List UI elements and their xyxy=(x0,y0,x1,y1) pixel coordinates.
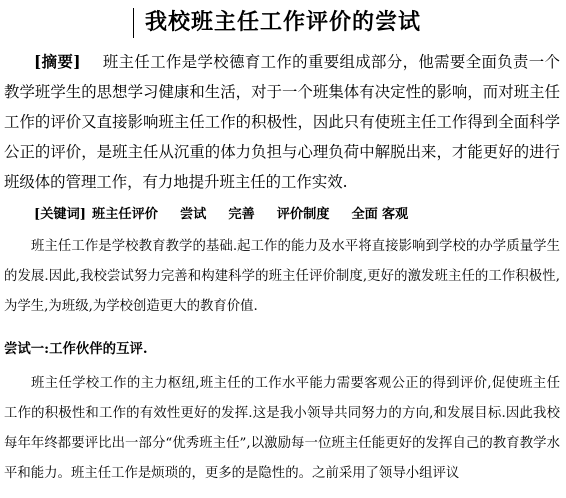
keyword: 全面 xyxy=(351,207,378,222)
body-paragraph-1: 班主任工作是学校教育教学的基础.起工作的能力及水平将直接影响到学校的办学质量学生的发展.因此,我校尝试努力完善和构建科学的班主任评价制度,更好的激发班主任的工作积极性,为学生,为班级,为学校创造更大的教育价值. xyxy=(4,239,560,314)
section-heading: 尝试一:工作伙伴的互评. xyxy=(4,341,148,357)
keyword: 班主任评价 xyxy=(92,207,158,222)
abstract-text: 班主任工作是学校德育工作的重要组成部分，他需要全面负责一个教学班学生的思想学习健康和生活，对于一个班集体有决定性的影响，而对班主任工作的评价又直接影响班主任工作的积极性，因此只有使班主任工作得到全面科学公正的评价，是班主任从沉重的体力负担与心理负荷中解脱出来，才能更好的进行班级体的管理工作，有力地提升班主任的工作实效. xyxy=(4,53,560,191)
abstract-paragraph xyxy=(4,47,560,197)
keywords-label: [关键词] xyxy=(34,207,87,222)
keyword: 客观 xyxy=(381,207,409,222)
keyword: 评价制度 xyxy=(276,207,330,222)
document-title: 我校班主任工作评价的尝试 xyxy=(144,9,421,35)
abstract-label: [摘要] xyxy=(34,53,81,71)
body-paragraph-2: 班主任学校工作的主力枢纽,班主任的工作水平能力需要客观公正的得到评价,促使班主任工作的积极性和工作的有效性更好的发挥.这是我小领导共同努力的方向,和发展目标.因此我校每年年终都要评比出一部分“优秀班主任”,以激励每一位班主任能更好的发挥自己的教育教学水平和能力。班主任工作是烦琐的，更多的是隐性的。之前采用了领导小组评议 xyxy=(4,376,560,481)
keyword: 完善 xyxy=(228,207,255,222)
keywords-line xyxy=(34,202,554,228)
keyword: 尝试 xyxy=(179,207,207,222)
